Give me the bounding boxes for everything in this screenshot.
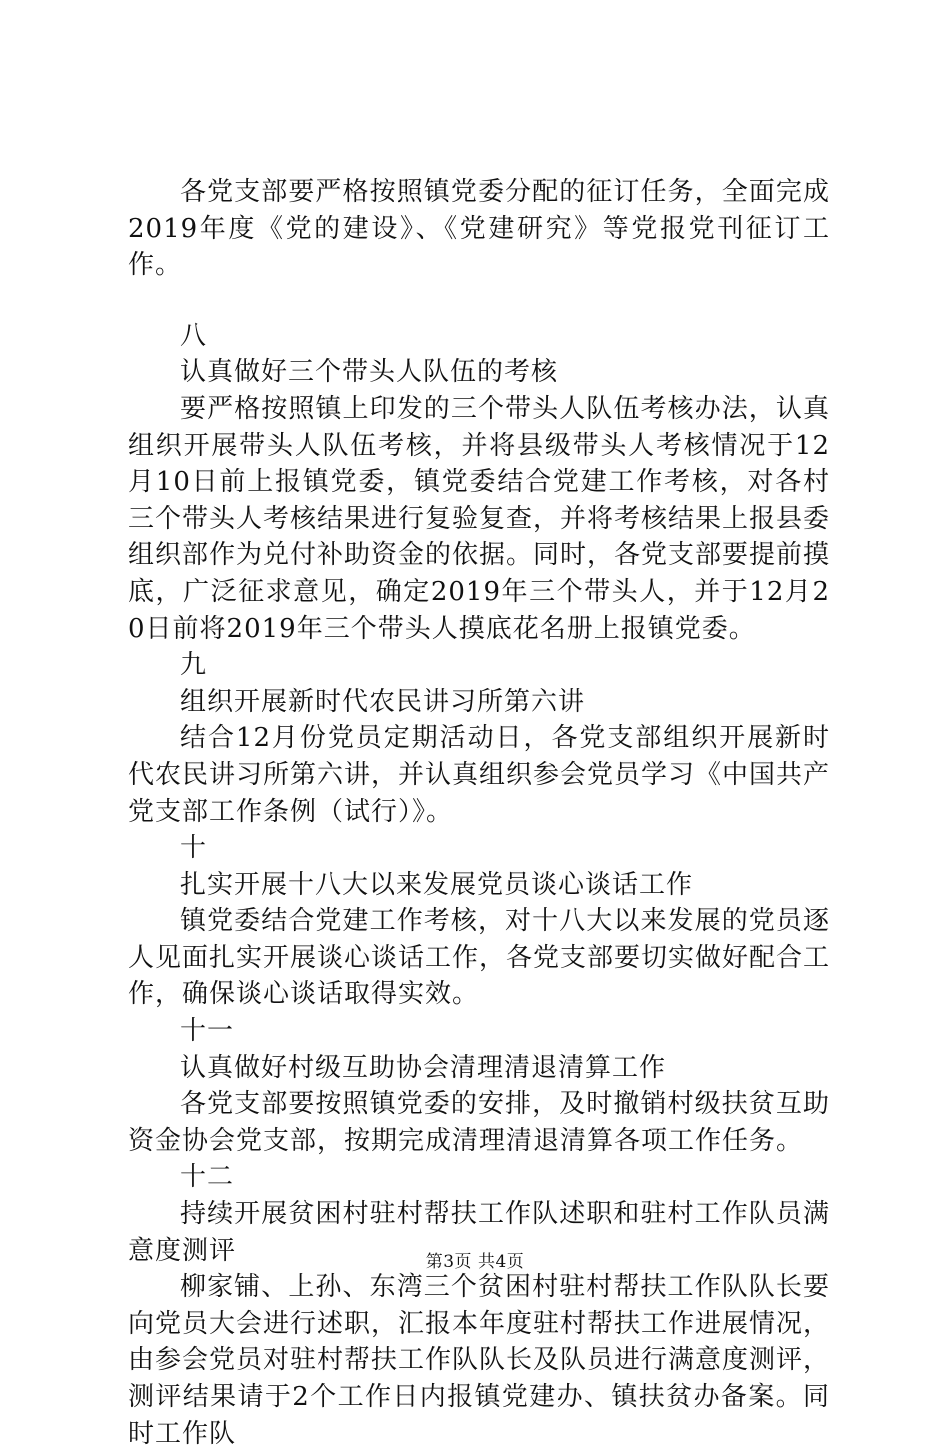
section-heading: 组织开展新时代农民讲习所第六讲 bbox=[180, 686, 586, 717]
section-heading: 扎实开展十八大以来发展党员谈心谈话工作 bbox=[180, 869, 694, 900]
page-number-label: 第3页 共4页 bbox=[425, 1252, 525, 1272]
section-number: 十二 bbox=[180, 1162, 235, 1193]
section-number: 八 bbox=[180, 320, 208, 351]
section-number: 十一 bbox=[180, 1016, 235, 1047]
section-number: 九 bbox=[180, 650, 208, 681]
section-heading: 认真做好村级互助协会清理清退清算工作 bbox=[180, 1052, 667, 1083]
section-number: 十 bbox=[180, 833, 208, 864]
paragraph-gap bbox=[128, 284, 830, 318]
section-body: 柳家铺、上孙、东湾三个贫困村驻村帮扶工作队队长要向党员大会进行述职，汇报本年度驻村帮扶工作进展情况，由参会党员对驻村帮扶工作队队长及队员进行满意度测评，测评结果请于2个工作日内报镇党建办、镇扶贫办备案。同时工作队 bbox=[128, 1272, 831, 1449]
page-footer bbox=[0, 1247, 950, 1272]
section-body: 各党支部要按照镇党委的安排，及时撤销村级扶贫互助资金协会党支部，按期完成清理清退清算各项工作任务。 bbox=[128, 1089, 830, 1156]
intro-paragraph: 各党支部要严格按照镇党委分配的征订任务，全面完成2019年度《党的建设》、《党建研究》等党报党刊征订工作。 bbox=[128, 177, 830, 281]
section-body: 结合12月份党员定期活动日，各党支部组织开展新时代农民讲习所第六讲，并认真组织参会党员学习《中国共产党支部工作条例（试行）》。 bbox=[128, 723, 831, 827]
section-heading: 认真做好三个带头人队伍的考核 bbox=[180, 357, 559, 388]
section-body: 镇党委结合党建工作考核，对十八大以来发展的党员逐人见面扎实开展谈心谈话工作，各党支部要切实做好配合工作，确保谈心谈话取得实效。 bbox=[128, 906, 831, 1010]
section-heading: 持续开展贫困村驻村帮扶工作队述职和驻村工作队员满意度测评 bbox=[128, 1199, 830, 1266]
section-body: 要严格按照镇上印发的三个带头人队伍考核办法，认真组织开展带头人队伍考核，并将县级带头人考核情况于12月10日前上报镇党委，镇党委结合党建工作考核，对各村三个带头人考核结果进行复验复查，并将考核结果上报县委组织部作为兑付补助资金的依据。同时，各党支部要提前摸底，广泛征求意见，确定2019年三个带头人，并于12月20日前将2019年三个带头人摸底花名册上报镇党委。 bbox=[128, 393, 831, 644]
